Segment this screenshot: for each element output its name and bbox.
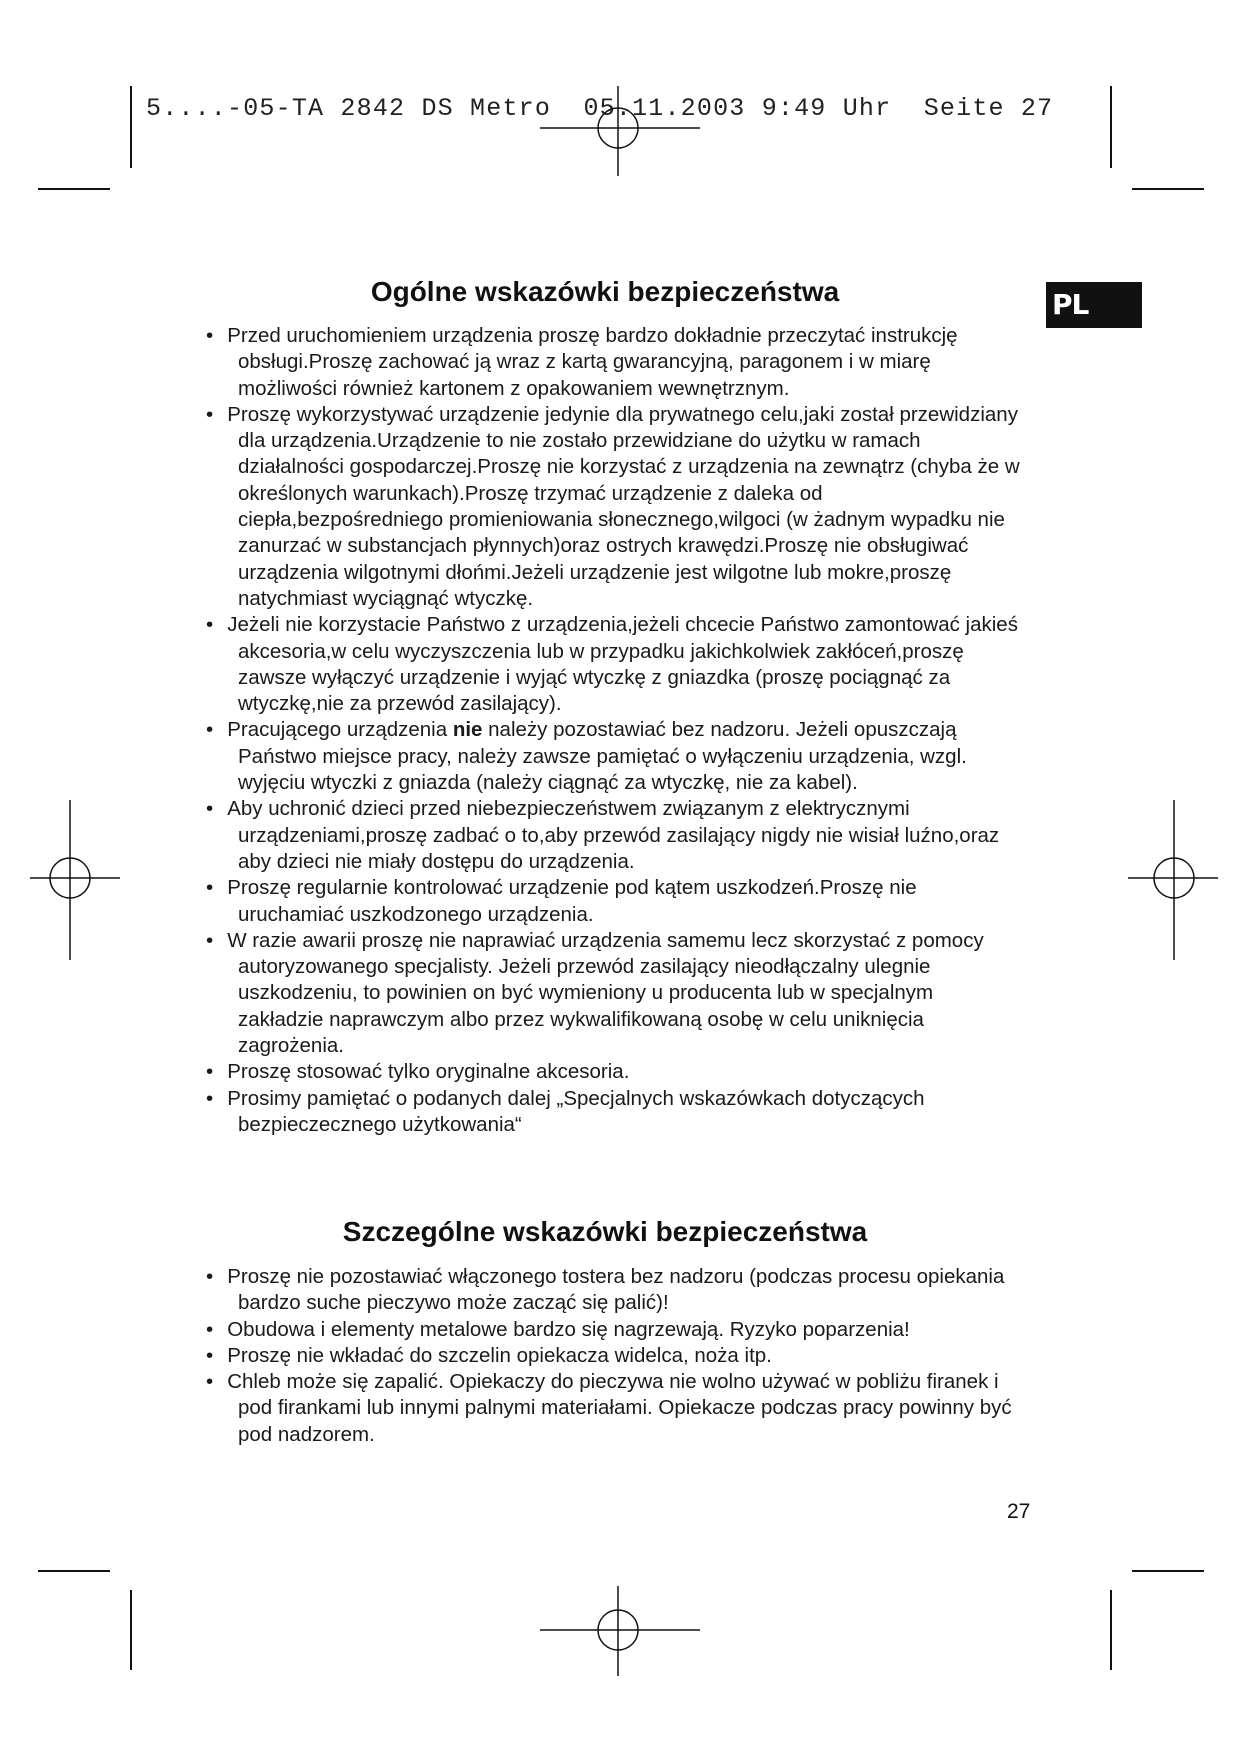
- list-item: • Proszę nie wkładać do szczelin opiekacza widelca, noża itp.: [200, 1343, 1020, 1369]
- section-title-special-safety: Szczególne wskazówki bezpieczeństwa: [342, 1216, 868, 1247]
- list-item: • Proszę wykorzystywać urządzenie jedynie dla prywatnego celu,jaki został przewidziany dla urządzenia.Urządzenie to nie zostało przewidziane do użytku w ramach działalności gospodarczej.Proszę nie korzystać z urządzenia na zewnątrz (chyba że w określonych warunkach).Proszę trzymać urządzenie z daleka od ciepła,bezpośredniego promieniowania słonecznego,wilgoci (w żadnym wypadku nie zanurzać w substancjach płynnych)oraz ostrych krawędzi.Proszę nie obsługiwać urządzenia wilgotnymi dłońmi.Jeżeli urządzenie jest wilgotne lub mokre,proszę natychmiast wyciągnąć wtyczkę.: [200, 402, 1020, 612]
- registration-mark-left-icon: [30, 800, 120, 960]
- language-badge: PL: [1046, 282, 1142, 328]
- crop-mark-top-right-horizontal: [1132, 188, 1204, 190]
- page-number: 27: [1007, 1500, 1031, 1523]
- registration-mark-right-icon: [1128, 800, 1218, 960]
- list-item: • Prosimy pamiętać o podanych dalej „Specjalnych wskazówkach dotyczących bezpieczecznego użytkowania“: [200, 1086, 1020, 1139]
- crop-mark-top-right-vertical: [1110, 86, 1112, 168]
- registration-mark-top-icon: [540, 86, 700, 176]
- general-safety-list: [200, 323, 1020, 1138]
- list-item: • Aby uchronić dzieci przed niebezpieczeństwem związanym z elektrycznymi urządzeniami,proszę zadbać o to,aby przewód zasilający nigdy nie wisiał luźno,oraz aby dzieci nie miały dostępu do urządzenia.: [200, 796, 1020, 875]
- crop-mark-top-left-vertical: [130, 86, 132, 168]
- list-item: • W razie awarii proszę nie naprawiać urządzenia samemu lecz skorzystać z pomocy autoryzowanego specjalisty. Jeżeli przewód zasilający nieodłączalny ulegnie uszkodzeniu, to powinien on być wymieniony u producenta lub w specjalnym zakładzie naprawczym albo przez wykwalifikowaną osobę w celu uniknięcia zagrożenia.: [200, 928, 1020, 1059]
- list-item: • Obudowa i elementy metalowe bardzo się nagrzewają. Ryzyko poparzenia!: [200, 1317, 1020, 1343]
- print-header: 5....-05-TA 2842 DS Metro 05.11.2003 9:49 Uhr Seite 27: [146, 94, 1054, 123]
- emphasis-nie: nie: [452, 718, 483, 742]
- crop-mark-top-left-horizontal: [38, 188, 110, 190]
- special-safety-list: [200, 1264, 1020, 1448]
- list-item: • Proszę nie pozostawiać włączonego tostera bez nadzoru (podczas procesu opiekania bardzo suche pieczywo może zacząć się palić)!: [200, 1264, 1020, 1317]
- crop-mark-bottom-left-vertical: [130, 1590, 132, 1670]
- list-item: • Proszę regularnie kontrolować urządzenie pod kątem uszkodzeń.Proszę nie uruchamiać uszkodzonego urządzenia.: [200, 875, 1020, 928]
- list-item: • Proszę stosować tylko oryginalne akcesoria.: [200, 1059, 1020, 1085]
- crop-mark-bottom-right-vertical: [1110, 1590, 1112, 1670]
- list-item: • Przed uruchomieniem urządzenia proszę bardzo dokładnie przeczytać instrukcję obsługi.Proszę zachować ją wraz z kartą gwarancyjną, paragonem i w miarę możliwości również kartonem z opakowaniem wewnętrznym.: [200, 323, 1020, 402]
- list-item: • Pracującego urządzenia nie należy pozostawiać bez nadzoru. Jeżeli opuszczają Państwo miejsce pracy, należy zawsze pamiętać o wyłączeniu urządzenia, wzgl. wyjęciu wtyczki z gniazda (należy ciągnąć za wtyczkę, nie za kabel).: [200, 717, 1020, 796]
- registration-mark-bottom-icon: [540, 1586, 700, 1676]
- crop-mark-bottom-right-horizontal: [1132, 1570, 1204, 1572]
- crop-mark-bottom-left-horizontal: [38, 1570, 110, 1572]
- list-item: • Chleb może się zapalić. Opiekaczy do pieczywa nie wolno używać w pobliżu firanek i pod firankami lub innymi palnymi materiałami. Opiekacze podczas pracy powinny być pod nadzorem.: [200, 1369, 1020, 1448]
- list-item: • Jeżeli nie korzystacie Państwo z urządzenia,jeżeli chcecie Państwo zamontować jakieś akcesoria,w celu wyczyszczenia lub w przypadku jakichkolwiek zakłóceń,proszę zawsze wyłączyć urządzenie i wyjąć wtyczkę z gniazdka (proszę pociągnąć za wtyczkę,nie za przewód zasilający).: [200, 612, 1020, 717]
- section-title-general-safety: Ogólne wskazówki bezpieczeństwa: [370, 276, 840, 307]
